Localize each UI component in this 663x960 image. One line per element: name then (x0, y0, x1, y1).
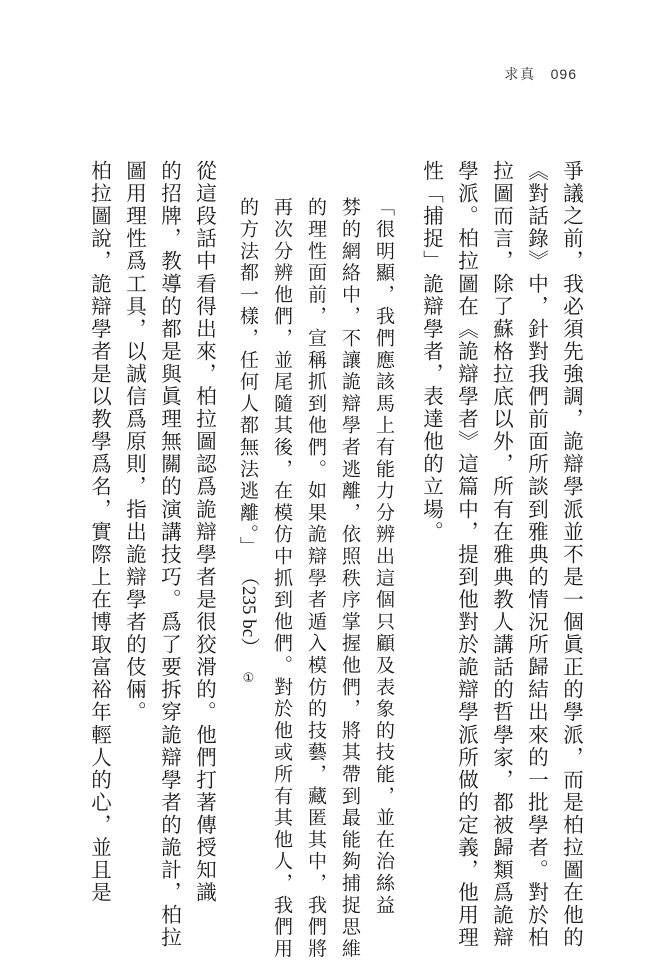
text-column: 的招牌，教導的都是與眞理無關的演講技巧。爲了要拆穿詭辯學者的詭計，柏拉 (157, 160, 182, 950)
footnote-marker: ① (241, 670, 256, 689)
page-header (504, 64, 577, 84)
quote-column: 「很明顯，我們應該馬上有能力分辨出這個只顧及表象的技能，並在治絲益 (373, 197, 395, 917)
quote-column: 再次分辨他們，並尾隨其後，在模仿中抓到他們。對於他或所有其他人，我們用 (271, 197, 293, 960)
text-column: 圖用理性爲工具，以誠信爲原則，指出詭辯學者的伎倆。 (122, 160, 147, 724)
page-number: 096 (550, 66, 577, 82)
quote-citation: （235 bc） (238, 566, 259, 657)
text-column: 柏拉圖說，詭辯學者是以教學爲名，實際上在博取富裕年輕人的心，並且是 (87, 160, 112, 905)
running-title: 求真 (504, 67, 537, 83)
quote-column: 的理性面前，宣稱抓到他們。如果詭辯學者遁入模仿的技藝，藏匿其中，我們將 (305, 197, 327, 960)
text-column: 從這段話中看得出來，柏拉圖認爲詭辯學者是很狡滑的。他們打著傳授知識 (192, 160, 217, 905)
text-column: 學派。柏拉圖在《詭辯學者》這篇中，提到他對於詭辯學派所做的定義，他用理 (454, 160, 479, 950)
quote-text: 的方法都一樣，任何人都無法逃離。」 (237, 197, 259, 559)
text-column: 性「捕捉」詭辯學者，表達他的立場。 (419, 160, 444, 544)
quote-column: 棼的網絡中，不讓詭辯學者逃離，依照秩序掌握他們，將其帶到最能夠捕捉思維 (339, 197, 361, 960)
quote-column-last (238, 197, 258, 937)
text-column: 《對話錄》中，針對我們前面所談到雅典的情況所歸結出來的一批學者。對於柏 (524, 160, 549, 950)
text-column: 爭議之前，我必須先強調，詭辯學派並不是一個眞正的學派，而是柏拉圖在他的 (559, 160, 584, 950)
text-column: 拉圖而言，除了蘇格拉底以外，所有在雅典教人講話的哲學家，都被歸類爲詭辯 (489, 160, 514, 950)
